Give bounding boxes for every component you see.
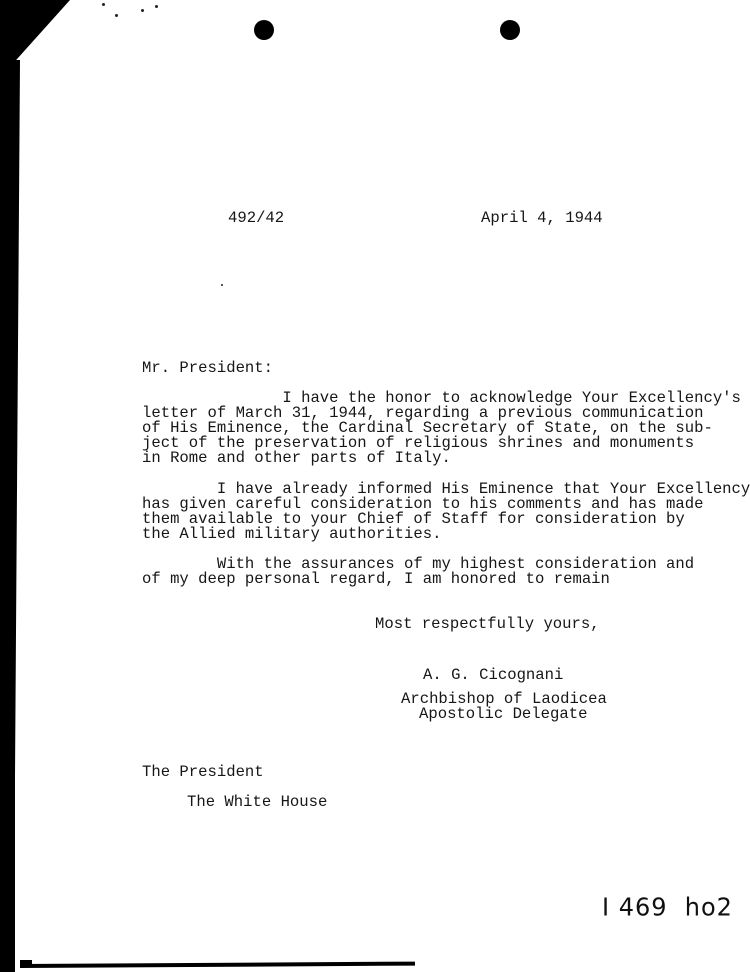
body-line: has given careful consideration to his comments and has made xyxy=(142,495,704,513)
scan-corner-fold xyxy=(0,0,70,78)
punch-hole-right xyxy=(500,20,520,40)
scan-speck xyxy=(115,14,118,17)
body-line: I have already informed His Eminence that Your Excellency xyxy=(142,480,750,498)
salutation: Mr. President: xyxy=(142,359,274,377)
addressee-line-2: The White House xyxy=(187,793,328,811)
handwritten-annotation: I 469 ho2 xyxy=(602,892,733,922)
scan-speck xyxy=(141,9,144,12)
scan-speck xyxy=(102,3,105,6)
addressee-line-1: The President xyxy=(142,763,264,781)
body-line: ject of the preservation of religious shrines and monuments xyxy=(142,434,695,452)
body-line: I have the honor to acknowledge Your Excellency's xyxy=(142,389,741,407)
body-line: the Allied military authorities. xyxy=(142,525,442,543)
body-line: them available to your Chief of Staff for consideration by xyxy=(142,510,685,528)
scan-speck xyxy=(155,5,158,8)
signature-title-1: Archbishop of Laodicea xyxy=(401,690,607,708)
letter-date: April 4, 1944 xyxy=(481,209,603,227)
punch-hole-left xyxy=(254,20,274,40)
body-line: With the assurances of my highest consideration and xyxy=(142,555,695,573)
body-line: of my deep personal regard, I am honored to remain xyxy=(142,570,610,588)
page-bottom-corner xyxy=(20,960,32,967)
closing: Most respectfully yours, xyxy=(375,615,600,633)
page-bottom-border xyxy=(20,962,415,968)
signature-name: A. G. Cicognani xyxy=(423,666,564,684)
body-line: letter of March 31, 1944, regarding a previous communication xyxy=(142,404,704,422)
signature-title-2: Apostolic Delegate xyxy=(419,705,588,723)
body-line: of His Eminence, the Cardinal Secretary of State, on the sub- xyxy=(142,419,713,437)
reference-number: 492/42 xyxy=(228,209,285,227)
body-line: in Rome and other parts of Italy. xyxy=(142,449,451,467)
scan-speck xyxy=(221,284,223,286)
